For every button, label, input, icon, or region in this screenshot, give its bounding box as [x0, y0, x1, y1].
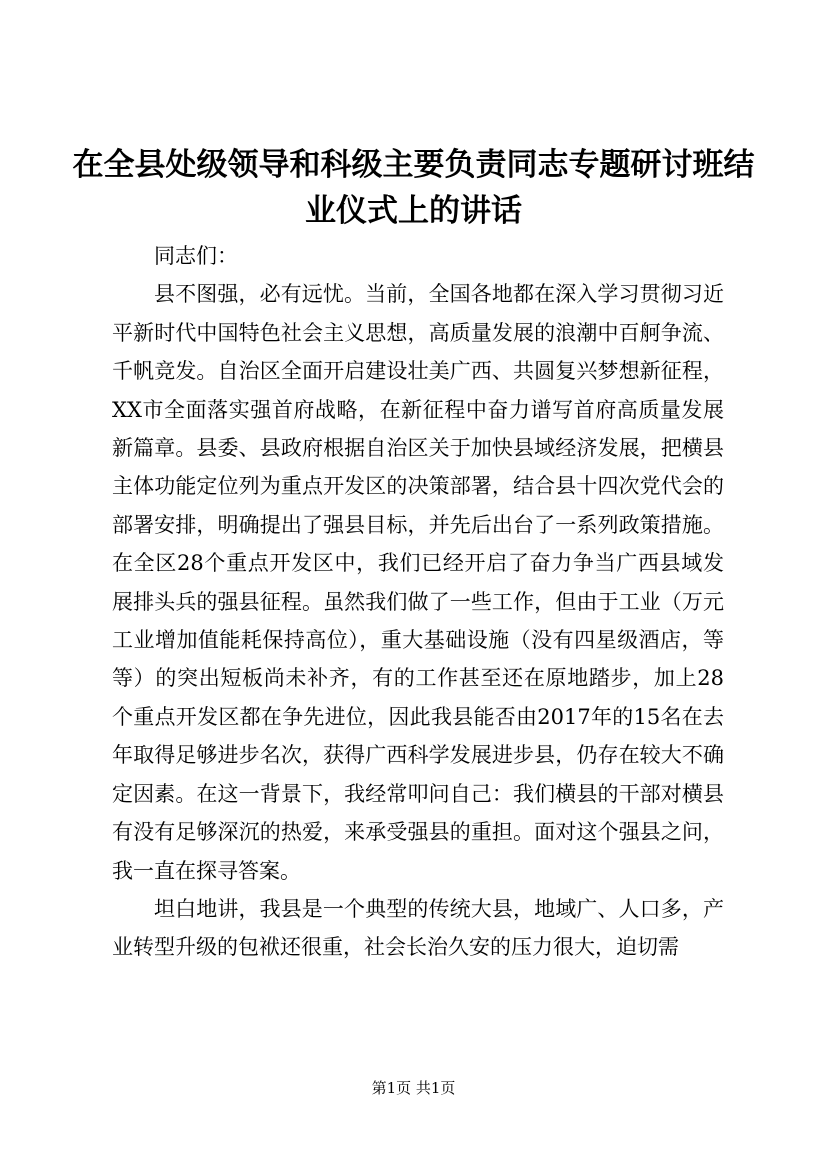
paragraph-2: 坦白地讲，我县是一个典型的传统大县，地域广、人口多，产业转型升级的包袱还很重，社会长治久安的压力很大，迫切需	[112, 896, 724, 960]
salutation: 同志们：	[154, 244, 238, 268]
page-footer: 第1页 共1页	[371, 1079, 456, 1097]
document-title: 在全县处级领导和科级主要负责同志专题研讨班结业仪式上的讲话	[72, 147, 755, 229]
paragraph-1: 县不图强，必有远忧。当前，全国各地都在深入学习贯彻习近平新时代中国特色社会主义思想，高质量发展的浪潮中百舸争流、千帆竞发。自治区全面开启建设壮美广西、共圆复兴梦想新征程，XX市全面落实强首府战略，在新征程中奋力谱写首府高质量发展新篇章。县委、县政府根据自治区关于加快县域经济发展，把横县主体功能定位列为重点开发区的决策部署，结合县十四次党代会的部署安排，明确提出了强县目标，并先后出台了一系列政策措施。在全区28个重点开发区中，我们已经开启了奋力争当广西县域发展排头兵的强县征程。虽然我们做了一些工作，但由于工业（万元工业增加值能耗保持高位），重大基础设施（没有四星级酒店，等等）的突出短板尚未补齐，有的工作甚至还在原地踏步，加上28个重点开发区都在争先进位，因此我县能否由2017年的15名在去年取得足够进步名次，获得广西科学发展进步县，仍存在较大不确定因素。在这一背景下，我经常叩问自己：我们横县的干部对横县有没有足够深沉的热爱，来承受强县的重担。面对这个强县之问，我一直在探寻答案。	[112, 282, 724, 883]
document-body	[112, 237, 724, 967]
